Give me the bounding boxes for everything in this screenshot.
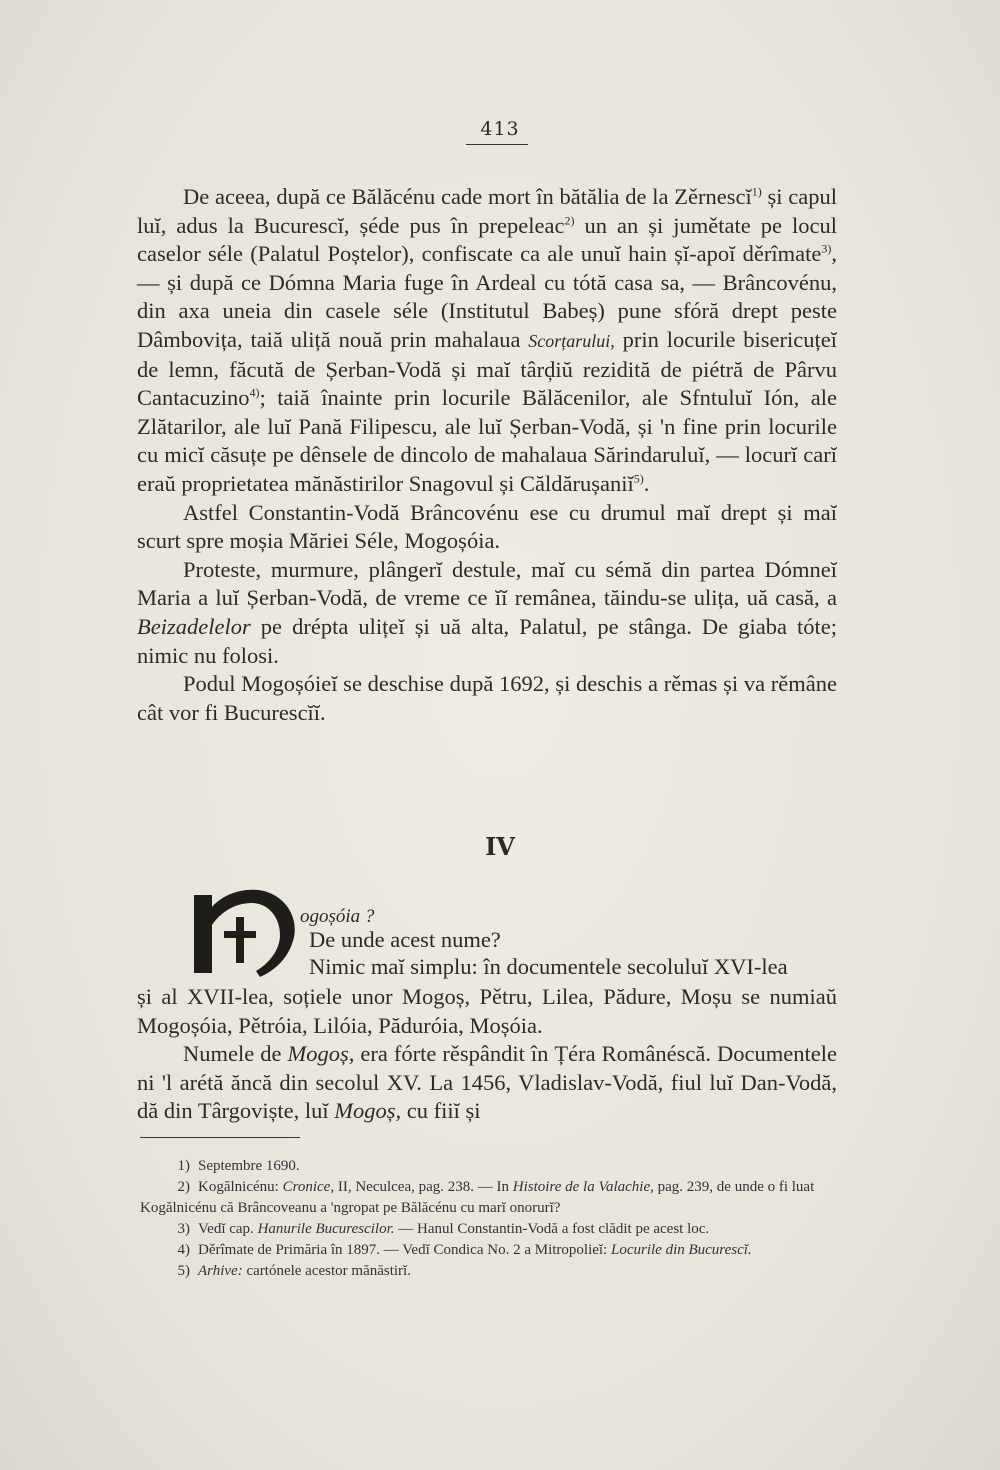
dropcap-tail: ogoșóia ?: [300, 906, 375, 927]
text-run: Proteste, murmure, plângerĭ destule, maĭ cu sémă din partea Dómneĭ Maria a luĭ Șerban-Vodă, de vreme ce ĭĭ remânea, tăindu-se ulița, uă casă, a: [137, 556, 837, 611]
footnote-ref: 5): [633, 471, 644, 486]
footnote-4: [140, 1240, 840, 1261]
footnote-ref: 3): [821, 241, 832, 256]
footnote-italic: Histoire de la Valachie,: [512, 1179, 654, 1195]
paragraph-6: [137, 1040, 837, 1126]
footnote-2: [140, 1177, 840, 1219]
dropcap-m-icon: [190, 885, 300, 977]
text-run: prin locurile bisericuțeĭ de lemn, făcută de Șerban-Vodă și maĭ târḑiŭ rezidită de piétră de Pârvu Cantacuzino: [137, 326, 837, 411]
footnote-italic: Cronice,: [282, 1179, 335, 1195]
text-run: , — și după ce Dómna Maria fuge în Ardeal cu tótă casa sa, — Brâncovénu, din axa uneia din casele séle (Institutul Babeș) pune sfóră drept peste Dâmbovița, taiă uliță nouă prin mahalaua: [137, 241, 837, 352]
section-text: [137, 983, 837, 1126]
paragraph-3: [137, 556, 837, 670]
footnote-text: — Hanul Constantin-Vodă a fost clădit pe acest loc.: [394, 1221, 710, 1237]
footnote-text: cartónele acestor mănăstirĭ.: [242, 1263, 411, 1279]
text-run: Numele de: [183, 1041, 288, 1067]
text-run: pe drépta ulițeĭ și uă alta, Palatul, pe stânga. De giaba tóte; nimic nu folosi.: [137, 613, 837, 668]
italic-text: Scorțarului,: [528, 330, 615, 351]
section-heading: IV: [485, 832, 515, 861]
text-run: De aceea, după ce Bălăcénu cade mort în bătălia de la Zěrnescĭ: [183, 184, 752, 209]
paragraph-5: și al XVII-lea, soțiele unor Mogoș, Pětru, Lilea, Pădure, Moșu se numiaŭ Mogoșóia, Pětróia, Lilóia, Pădurói​a, Moșóia.: [137, 984, 837, 1038]
answer-line: Nimic maĭ simplu: în documentele secoluluĭ XVI-lea: [309, 954, 788, 979]
footnote-text: Kogălnicénu:: [198, 1179, 283, 1195]
footnote-3: [140, 1219, 840, 1240]
text-run: .: [643, 470, 650, 496]
page-number-rule: [466, 144, 528, 145]
footnote-text: Vedĭ cap.: [198, 1221, 258, 1237]
text-run: ; taiă înainte prin locurile Bălăcenilor, ale Sfntuluĭ Ión, ale Zlătarilor, ale luĭ Pană Filipescu, ale luĭ Șerban-Vodă, și 'n fine prin locurile cu micĭ căsuțe pe dênsele de dincolo de mahalaua Sărindaruluĭ, — locurĭ carĭ eraŭ proprietatea mănăstirilor Snagovul și Căldărușaniĭ: [137, 385, 837, 496]
footnote-number: 1): [177, 1158, 190, 1174]
text-run: și capul luĭ, adus la Bucurescĭ, șéde pus în prepeleac: [137, 184, 837, 238]
footnote-italic: Arhive:: [198, 1263, 243, 1279]
italic-text: Mogoș,: [334, 1098, 402, 1124]
footnote-italic: Hanurile Bucurescilor.: [257, 1221, 395, 1237]
footnotes: [140, 1156, 840, 1282]
main-text: [137, 183, 837, 727]
text-run: era fórte rěspândit în Țéra Românéscă. Documentele ni 'l arétă ăncă din secolul XV. La 1456, Vladislav-Vodă, fiul luĭ Dan-Vodă, dă din Târgoviște, luĭ: [137, 1041, 837, 1124]
italic-text: Mogoș,: [287, 1041, 355, 1067]
footnote-5: [140, 1261, 840, 1282]
footnote-text: pag. 239, de unde o fi luat Kogălnicénu că Brâncoveanu a 'ngropat pe Bălăcénu cu marĭ onorurĭ?: [140, 1179, 815, 1216]
footnote-text: II, Neculcea, pag. 238. — In: [334, 1179, 513, 1195]
paragraph-4: Podul Mogoșóieĭ se deschise după 1692, și deschis a rěmas și va rěmâne cât vor fi Bucurescĭĭ.: [137, 671, 837, 725]
italic-text: Beizadelelor: [137, 613, 251, 639]
footnote-ref: 2): [564, 213, 575, 228]
footnote-rule: [140, 1137, 300, 1138]
paragraph-1: [137, 183, 837, 499]
footnote-number: 5): [177, 1263, 190, 1279]
footnote-ref: 1): [751, 184, 762, 199]
footnote-ref: 4): [249, 385, 260, 400]
footnote-number: 2): [177, 1179, 190, 1195]
paragraph-2: Astfel Constantin-Vodă Brâncovénu ese cu drumul maĭ drept și maĭ scurt spre moșia Măriei Séle, Mogoșóia.: [137, 499, 837, 554]
footnote-1: [140, 1156, 840, 1177]
text-run: un an și jumětate pe locul caselor séle (Palatul Poștelor), confiscate ca ale unuĭ hain șĭ-apoĭ děrîmate: [137, 212, 837, 267]
footnote-text: Septembre 1690.: [198, 1158, 300, 1174]
footnote-italic: Locurile din Bucurescĭ.: [610, 1242, 752, 1258]
question-line: De unde acest nume?: [309, 927, 501, 952]
footnote-text: Děrîmate de Primăria în 1897. — Vedĭ Condica No. 2 a Mitropolieĭ:: [198, 1242, 611, 1258]
footnote-number: 4): [177, 1242, 190, 1258]
page-number: 413: [480, 118, 520, 140]
footnote-number: 3): [177, 1221, 190, 1237]
text-run: cu fiiĭ și: [401, 1098, 481, 1124]
